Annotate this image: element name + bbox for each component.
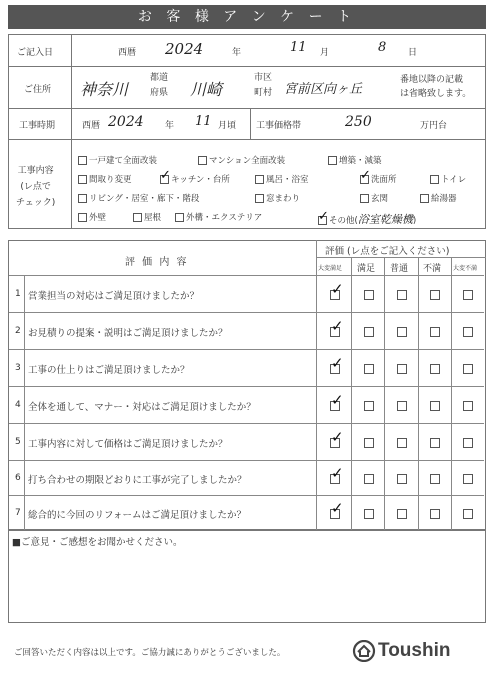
rating-checkbox[interactable]: [330, 438, 340, 448]
date-year: 2024: [165, 40, 204, 58]
rating-checkbox[interactable]: [463, 290, 473, 300]
rating-checkbox[interactable]: [364, 364, 374, 374]
rating-checkbox[interactable]: [364, 474, 374, 484]
rating-checkbox[interactable]: [397, 438, 407, 448]
checkbox[interactable]: [78, 213, 87, 222]
checkbox[interactable]: [255, 194, 264, 203]
rating-checkbox[interactable]: [330, 509, 340, 519]
checkbox[interactable]: [318, 216, 327, 225]
opinion-label: ■ご意見・ご感想をお聞かせください。: [12, 537, 183, 548]
question-number: 7: [15, 508, 21, 518]
rating-checkbox[interactable]: [463, 401, 473, 411]
checkbox[interactable]: [328, 156, 337, 165]
question-text: 工事内容に対して価格はご満足頂けましたか？: [28, 439, 228, 450]
rating-checkbox[interactable]: [330, 364, 340, 374]
option-item[interactable]: トイレ: [430, 173, 466, 185]
option-item[interactable]: 窓まわり: [255, 192, 300, 204]
question-number: 5: [15, 437, 21, 447]
period-era: 西暦: [82, 121, 101, 131]
rating-checkbox[interactable]: [430, 290, 440, 300]
level-label: 大変満足: [318, 265, 343, 272]
checkbox[interactable]: [360, 194, 369, 203]
rating-checkbox[interactable]: [364, 438, 374, 448]
eval-header-content: 評 価 内 容: [125, 257, 189, 268]
period-month-unit: 月頃: [218, 121, 237, 131]
checkbox[interactable]: [198, 156, 207, 165]
question-text: 工事の仕上りはご満足頂けましたか？: [28, 365, 190, 376]
rating-checkbox[interactable]: [430, 474, 440, 484]
rating-checkbox[interactable]: [430, 401, 440, 411]
price-value: 250: [345, 114, 372, 130]
date-month: 11: [290, 40, 307, 55]
address-city: 川崎: [190, 80, 223, 99]
checkbox[interactable]: [430, 175, 439, 184]
question-number: 4: [15, 400, 21, 410]
level-label: 満足: [357, 264, 376, 274]
rating-checkbox[interactable]: [463, 364, 473, 374]
rating-checkbox[interactable]: [430, 509, 440, 519]
option-item[interactable]: 外壁: [78, 211, 106, 223]
question-number: 3: [15, 363, 21, 373]
rating-checkbox[interactable]: [330, 290, 340, 300]
rating-checkbox[interactable]: [364, 327, 374, 337]
option-item[interactable]: 屋根: [133, 211, 161, 223]
question-text: 打ち合わせの期限どおりに工事が完了しましたか？: [28, 475, 247, 486]
option-item[interactable]: 外構・エクステリア: [175, 211, 262, 223]
period-year-unit: 年: [165, 121, 175, 131]
question-number: 6: [15, 473, 21, 483]
rating-checkbox[interactable]: [397, 327, 407, 337]
option-item[interactable]: 増築・減築: [328, 154, 382, 166]
period-label: 工事時期: [19, 121, 56, 131]
survey-title: お 客 様 ア ン ケ ー ト: [8, 5, 486, 29]
level-label: 不満: [423, 264, 442, 274]
city-units: 市区 町村: [254, 73, 273, 98]
option-item[interactable]: ✓ 洗面所: [360, 173, 397, 185]
date-day: 8: [378, 40, 387, 55]
address-note: 番地以降の記載 は省略致します。: [400, 75, 472, 99]
level-label: 大変不満: [453, 265, 478, 272]
checkbox[interactable]: [175, 213, 184, 222]
checkbox[interactable]: [420, 194, 429, 203]
checkbox[interactable]: [78, 156, 87, 165]
address-prefecture: 神奈川: [80, 80, 129, 99]
rating-checkbox[interactable]: [397, 290, 407, 300]
evaluation-table: [8, 240, 486, 530]
option-item[interactable]: 玄関: [360, 192, 388, 204]
option-item[interactable]: 一戸建て全面改装: [78, 154, 157, 166]
rating-checkbox[interactable]: [430, 364, 440, 374]
price-label: 工事価格帯: [256, 121, 302, 131]
rating-checkbox[interactable]: [364, 401, 374, 411]
checkbox[interactable]: [78, 194, 87, 203]
rating-checkbox[interactable]: [463, 438, 473, 448]
rating-checkbox[interactable]: [397, 364, 407, 374]
option-item[interactable]: ✓ キッチン・台所: [160, 173, 230, 185]
rating-checkbox[interactable]: [364, 290, 374, 300]
price-unit: 万円台: [420, 121, 448, 131]
brand-logo: Toushin: [378, 640, 451, 661]
checkbox[interactable]: [255, 175, 264, 184]
checkbox[interactable]: [360, 175, 369, 184]
year-unit: 年: [232, 48, 242, 58]
rating-checkbox[interactable]: [330, 327, 340, 337]
rating-checkbox[interactable]: [463, 327, 473, 337]
address-ward: 宮前区向ヶ丘: [284, 82, 363, 97]
rating-checkbox[interactable]: [463, 474, 473, 484]
content-label: 工事内容 (レ点で チェック): [16, 166, 56, 208]
option-item[interactable]: 風呂・浴室: [255, 173, 309, 185]
rating-checkbox[interactable]: [397, 509, 407, 519]
footer-text: ご回答いただく内容は以上です。ご協力誠にありがとうございました。: [14, 648, 286, 658]
rating-checkbox[interactable]: [463, 509, 473, 519]
checkbox[interactable]: [133, 213, 142, 222]
other-text: 浴室乾燥機: [357, 213, 413, 226]
pref-units: 都道 府県: [150, 73, 169, 98]
option-item[interactable]: マンション全面改装: [198, 154, 285, 166]
date-label: ご記入日: [17, 48, 54, 58]
rating-checkbox[interactable]: [397, 401, 407, 411]
checkbox[interactable]: [78, 175, 87, 184]
level-label: 普通: [390, 264, 409, 274]
question-text: 総合的に今回のリフォームはご満足頂けましたか？: [28, 510, 247, 521]
rating-checkbox[interactable]: [430, 327, 440, 337]
day-unit: 日: [408, 48, 418, 58]
month-unit: 月: [320, 48, 330, 58]
question-text: お見積りの提案・説明はご満足頂けましたか？: [28, 328, 228, 339]
rating-checkbox[interactable]: [330, 474, 340, 484]
date-era: 西暦: [118, 48, 137, 58]
house-icon: [352, 640, 376, 665]
option-item[interactable]: ✓ その他(浴室乾燥機): [318, 211, 416, 227]
checkbox[interactable]: [160, 175, 169, 184]
period-year: 2024: [108, 114, 144, 130]
question-number: 1: [15, 289, 21, 299]
rating-checkbox[interactable]: [330, 401, 340, 411]
option-item[interactable]: リビング・居室・廊下・階段: [78, 192, 199, 204]
rating-checkbox[interactable]: [430, 438, 440, 448]
question-number: 2: [15, 326, 21, 336]
period-month: 11: [195, 114, 212, 129]
rating-checkbox[interactable]: [397, 474, 407, 484]
option-item[interactable]: 給湯器: [420, 192, 457, 204]
eval-header-rating: 評価 (レ点をご記入ください): [325, 246, 450, 257]
question-text: 全体を通して、マナー・対応はご満足頂けましたか？: [28, 402, 256, 413]
question-text: 営業担当の対応はご満足頂けましたか？: [28, 291, 200, 302]
rating-checkbox[interactable]: [364, 509, 374, 519]
address-label: ご住所: [24, 85, 52, 95]
option-item[interactable]: 間取り変更: [78, 173, 132, 185]
